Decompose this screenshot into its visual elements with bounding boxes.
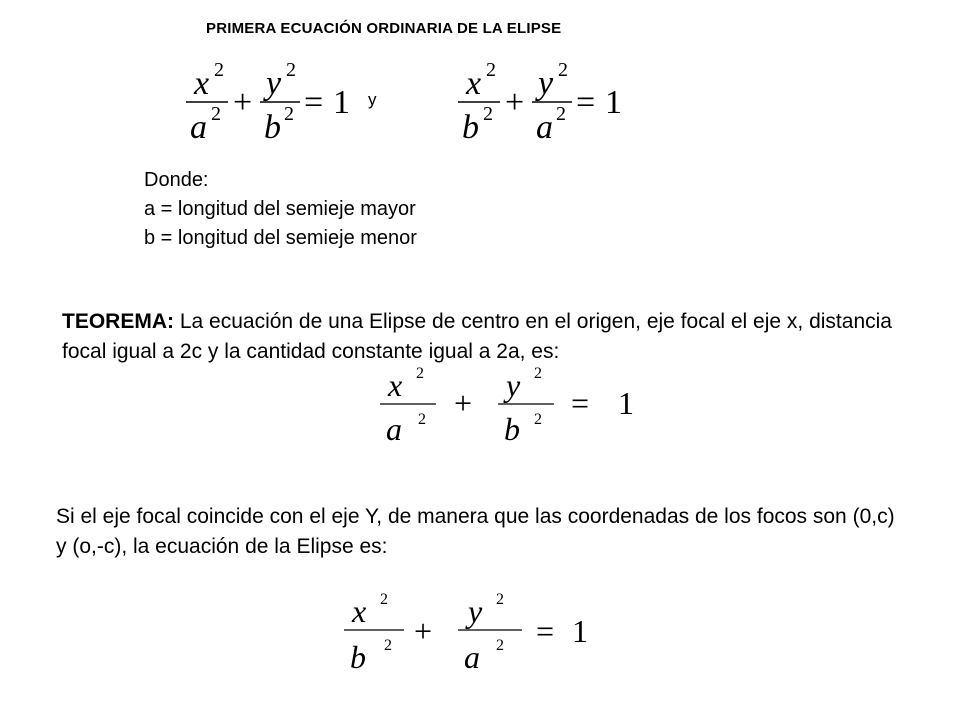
- plus-sign: +: [414, 613, 433, 649]
- equation-vertical-ellipse: [452, 58, 632, 148]
- equation-vertical-focal: [340, 590, 600, 682]
- numerator-x: x: [388, 367, 403, 403]
- numerator-x: x: [466, 65, 482, 102]
- denominator-a: a: [464, 639, 480, 675]
- vertical-focal-paragraph: Si el eje focal coincide con el eje Y, de manera que las coordenadas de los focos son (0,c) y (o,-c), la ecuación de la Elipse es:: [56, 505, 895, 558]
- exponent: 2: [416, 365, 424, 382]
- numerator-y: y: [468, 593, 483, 629]
- exponent: 2: [418, 411, 426, 428]
- definitions-block: [144, 166, 417, 253]
- one: 1: [618, 385, 634, 421]
- equals-sign: =: [536, 613, 555, 649]
- theorem-text: La ecuación de una Elipse de centro en el origen, eje focal el eje x, distancia focal igual a 2c y la cantidad constante igual a 2a, es:: [62, 310, 892, 363]
- denominator-b: b: [504, 411, 520, 447]
- plus-sign: +: [233, 84, 253, 121]
- exponent: 2: [211, 103, 221, 125]
- numerator-x: x: [194, 65, 210, 102]
- definitions-heading: Donde:: [144, 169, 209, 191]
- exponent: 2: [534, 411, 542, 428]
- equation-theorem: [376, 364, 636, 454]
- exponent: 2: [284, 103, 294, 125]
- exponent: 2: [556, 103, 566, 125]
- denominator-b: b: [350, 639, 366, 675]
- numerator-y: y: [266, 65, 282, 102]
- exponent: 2: [384, 637, 392, 654]
- equals-sign: =: [576, 84, 596, 121]
- exponent: 2: [214, 59, 224, 81]
- exponent: 2: [558, 59, 568, 81]
- equals-sign: =: [304, 84, 324, 121]
- numerator-y: y: [506, 367, 521, 403]
- numerator-y: y: [538, 65, 554, 102]
- plus-sign: +: [454, 385, 473, 421]
- exponent: 2: [380, 591, 388, 608]
- denominator-a: a: [190, 109, 207, 146]
- numerator-x: x: [352, 593, 367, 629]
- connector-y: y: [368, 90, 377, 109]
- exponent: 2: [496, 591, 504, 608]
- plus-sign: +: [505, 84, 525, 121]
- equals-sign: =: [571, 385, 590, 421]
- one: 1: [333, 84, 350, 121]
- exponent: 2: [483, 103, 493, 125]
- denominator-a: a: [386, 411, 402, 447]
- theorem-label: TEOREMA:: [62, 310, 174, 333]
- denominator-b: b: [264, 109, 281, 146]
- exponent: 2: [534, 365, 542, 382]
- page-title: PRIMERA ECUACIÓN ORDINARIA DE LA ELIPSE: [206, 20, 562, 37]
- exponent: 2: [496, 637, 504, 654]
- theorem-paragraph: [62, 307, 902, 367]
- one: 1: [572, 613, 588, 649]
- definition-b: b = longitud del semieje menor: [144, 227, 417, 249]
- exponent: 2: [286, 59, 296, 81]
- one: 1: [605, 84, 622, 121]
- equation-horizontal-ellipse: [180, 58, 360, 148]
- exponent: 2: [486, 59, 496, 81]
- denominator-b: b: [462, 109, 479, 146]
- definition-a: a = longitud del semieje mayor: [144, 198, 416, 220]
- denominator-a: a: [536, 109, 553, 146]
